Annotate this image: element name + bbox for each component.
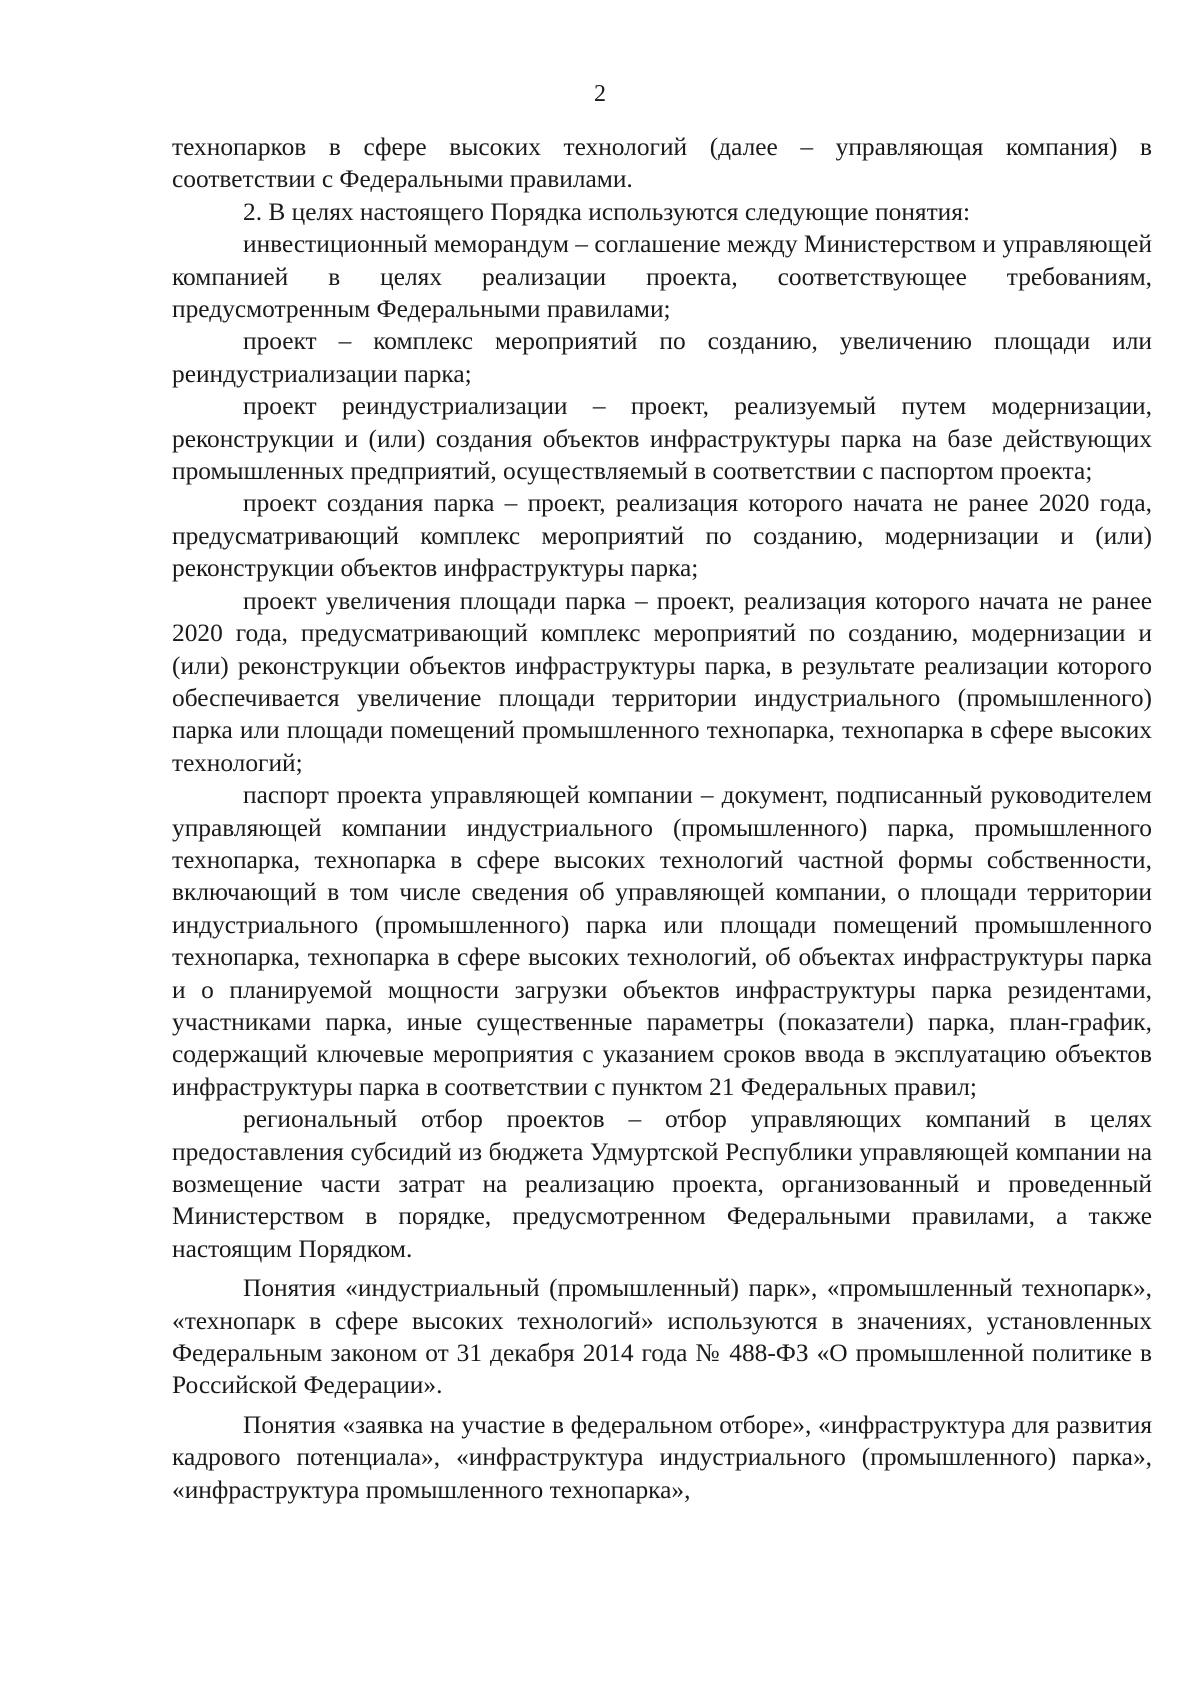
page-number: 2 <box>594 81 606 107</box>
paragraph-park-creation-project: проект создания парка – проект, реализация которого начата не ранее 2020 года, предусматривающий комплекс мероприятий по созданию, модернизации и (или) реконструкции объектов инфраструктуры парка; <box>172 489 1152 583</box>
paragraph-reindustrialization-project: проект реиндустриализации – проект, реализуемый путем модернизации, реконструкции и (или) создания объектов инфраструктуры парка на базе действующих промышленных предприятий, осуществляемый в соответствии с паспортом проекта; <box>172 392 1152 486</box>
paragraph-investment-memorandum: инвестиционный меморандум – соглашение между Министерством и управляющей компанией в целях реализации проекта, соответствующее требованиям, предусмотренным Федеральными правилами; <box>172 230 1152 324</box>
document-body <box>172 131 1152 1506</box>
paragraph-regional-selection: региональный отбор проектов – отбор управляющих компаний в целях предоставления субсидий из бюджета Удмуртской Республики управляющей компании на возмещение части затрат на реализацию проекта, организованный и проведенный Министерством в порядке, предусмотренном Федеральными правилами, а также настоящим Порядком. <box>172 1105 1152 1263</box>
paragraph-continuation: технопарков в сфере высоких технологий (далее – управляющая компания) в соответствии с Федеральными правилами. <box>172 133 1152 194</box>
paragraph-project-passport: паспорт проекта управляющей компании – документ, подписанный руководителем управляющей компании индустриального (промышленного) парка, промышленного технопарка, технопарка в сфере высоких технологий частной формы собственности, включающий в том числе сведения об управляющей компании, о площади территории индустриального (промышленного) парка или площади помещений промышленного технопарка, технопарка в сфере высоких технологий, об объектах инфраструктуры парка и о планируемой мощности загрузки объектов инфраструктуры парка резидентами, участниками парка, иные существенные параметры (показатели) парка, план-график, содержащий ключевые мероприятия с указанием сроков ввода в эксплуатацию объектов инфраструктуры парка в соответствии с пунктом 21 Федеральных правил; <box>172 781 1152 1101</box>
paragraph-concepts-federal-law: Понятия «индустриальный (промышленный) парк», «промышленный технопарк», «технопарк в сфере высоких технологий» используются в значениях, установленных Федеральным законом от 31 декабря 2014 года № 488-ФЗ «О промышленной политике в Российской Федерации». <box>172 1274 1152 1400</box>
paragraph-park-area-increase-project: проект увеличения площади парка – проект, реализация которого начата не ранее 2020 года, предусматривающий комплекс мероприятий по созданию, модернизации и (или) реконструкции объектов инфраструктуры парка, в результате реализации которого обеспечивается увеличение площади территории индустриального (промышленного) парка или площади помещений промышленного технопарка, технопарка в сфере высоких технологий; <box>172 586 1152 777</box>
paragraph-concepts-federal-selection: Понятия «заявка на участие в федеральном отборе», «инфраструктура для развития кадрового потенциала», «инфраструктура индустриального (промышленного) парка», «инфраструктура промышленного технопарка», <box>172 1410 1152 1504</box>
paragraph-definitions-intro: 2. В целях настоящего Порядка используются следующие понятия: <box>243 197 971 226</box>
paragraph-project: проект – комплекс мероприятий по созданию, увеличению площади или реиндустриализации парка; <box>172 327 1152 388</box>
